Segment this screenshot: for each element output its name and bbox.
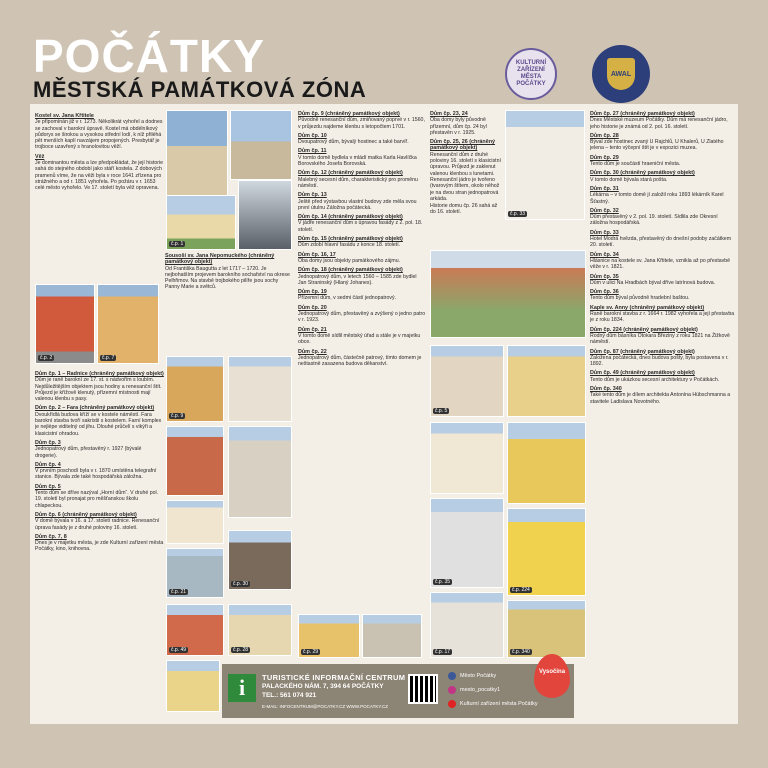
photo-cp33: č.p. 33 bbox=[505, 110, 585, 220]
photo-gate bbox=[238, 180, 292, 250]
youtube-link[interactable]: Kulturní zařízení města Počátky bbox=[448, 700, 538, 708]
column-1-bottom: Dům čp. 1 – Radnice (chráněný památkový objekt) Dům je raně barokní ze 17. st. s nádvořím s loubím. Nejdůležitějším objektem jsou hodiny a renesanční štít. Průjezd je křížově klenutý, přízemní místnosti mají valenou klenbu s pasy. Dům čp. 2 – Fara (chráněný památkový objekt) Dvoukřídlá budova kříží se v kostele náměstí. Fara barokní stavba tvoří sakristii s kostelem. Farní komplex je nejlépe viditelný od jihu. Dlouhé průčelí s vikýři a klasicistní ohradou. Dům čp. 3 Jednopatrový dům, přestavěný r. 1927 (bývalé drogerie). Dům čp. 4 V prvním poschodí byla v r. 1870 umístěna telegrafní stanice. Bývala zde také hospodářská záložna. Dům čp. 5 Tento dům se dříve nazýval „Horní dům“. V druhé pol. 19. století byl pronajat pro měšťanskou školu chlapeckou. Dům čp. 6 (chráněný památkový objekt) V domě bývala v 16. a 17. století radnice. Renesanční úprava fasády je z druhé poloviny 16. století. Dům čp. 7, 8 Dnes je v majetku města, je zde Kulturní zařízení města Počátky, kino, knihovna. bbox=[35, 371, 164, 553]
youtube-icon bbox=[448, 700, 456, 708]
page-subtitle: MĚSTSKÁ PAMÁTKOVÁ ZÓNA bbox=[33, 77, 367, 102]
coat-of-arms-logo: AWAL bbox=[592, 45, 650, 103]
footer-title: TURISTICKÉ INFORMAČNÍ CENTRUM bbox=[262, 673, 406, 682]
photo-church bbox=[166, 110, 228, 200]
photo-house-e bbox=[362, 614, 422, 658]
column-4: Dům čp. 27 (chráněný památkový objekt) Dnes Městské muzeum Počátky. Dům má renesanční jádro, jeho historie je známá od 2. pol. 16. století. Dům čp. 28 Býval zde hostinec zvaný U Rajchlů, U Khalerů, U Zlatého jelena – tento výčepní štít je v expozici muzea. Dům čp. 29 Tento dům je součástí hraeniční města. Dům čp. 30 (chráněný památkový objekt) V tomto domě bývala stará pošta. Dům čp. 31 Lékárna – v tomto domě jí založil roku 1893 lékárník Karel Šťastný. Dům čp. 32 Dům přestavěný v 2. pol. 19. století. Sídlila zde Okresní záložna hospodářská. Dům čp. 33 Hotel Modrá hvězda, přestavěný do dnešní podoby začátkem 20. století. Dům čp. 34 Hlásnice na kostele sv. Jana Křtitele, vznikla až po přestavbě věže v r. 1821. Dům čp. 35 Dům v ulici Na Hradbách býval dříve latrínová budova. Dům čp. 36 Tento dům býval původně hradební baštou. Kaple sv. Anny (chráněný památkový objekt) Raně barokní stavba z r. 1664 r. 1982 vyhořela a její přestavba je z roku 1834. Dům čp. 224 (chráněný památkový objekt) Rodný dům básníka Otokara Březiny z roku 1821 na Žižkově náměstí. Dům čp. 87 (chráněný památkový objekt) Založena počátecká, dnes budova pošty, byla postavena v r. 1892. Dům čp. 49 (chráněný památkový objekt) Tento dům je ukázkou secesní architektury v Počátkách. Dům čp. 340 Také tento dům je dílem architekta Antonína Hübschmanna a stavitele Ladislava Novotného. bbox=[590, 111, 735, 405]
photo-house-g bbox=[507, 345, 586, 417]
photo-house-b bbox=[166, 426, 224, 496]
facebook-link[interactable]: Město Počátky bbox=[448, 672, 496, 680]
photo-cp1: č.p. 1 bbox=[166, 195, 236, 250]
photo-cp5: č.p. 5 bbox=[430, 345, 504, 417]
photo-house-c bbox=[228, 426, 292, 518]
photo-house-h bbox=[430, 422, 504, 494]
photo-cp35: č.p. 35 bbox=[430, 498, 504, 588]
footer-address: PALACKÉHO NÁM. 7, 394 64 POČÁTKY bbox=[262, 683, 384, 690]
photo-cp30: č.p. 30 bbox=[228, 530, 292, 590]
instagram-link[interactable]: mesto_pocatky1 bbox=[448, 686, 500, 694]
photo-house-f bbox=[166, 660, 220, 712]
photo-church-2 bbox=[230, 110, 292, 180]
qr-code[interactable] bbox=[408, 674, 438, 704]
photo-house-i bbox=[507, 422, 586, 504]
footer-phone: TEL.: 561 074 921 bbox=[262, 692, 317, 699]
culture-logo: KULTURNÍ ZAŘÍZENÍ MĚSTA POČÁTKY bbox=[505, 48, 557, 100]
tourist-info-footer bbox=[222, 664, 574, 718]
photo-house-d bbox=[166, 500, 224, 544]
photo-cp2: č.p. 2 bbox=[35, 284, 95, 364]
page-title: POČÁTKY bbox=[33, 30, 265, 82]
instagram-icon bbox=[448, 686, 456, 694]
photo-cp28: č.p. 28 bbox=[228, 604, 292, 656]
column-2-left: Sousoší sv. Jana Nepomuckého (chráněný památkový objekt) Od Františka Baugutta z let 1717 – 1720. Je nejbohatším projevem barokního sochařství na okrese Pelhřimov. Na stavbě trojbokého pilíře jsou sochy Panny Marie a světců. bbox=[165, 253, 290, 291]
column-3: Dům čp. 23, 24 Oba domy byly původně přízemní, dům čp. 24 byl přestavěn v r. 1925. Dům čp. 25, 26 (chráněný památkový objekt) Renesanční dům z druhé poloviny 16. století s klasicistní úpravou. Průjezd je zaklenut valenou klenbou s lunetami. Renesanční jádro je tvořeno (tvarovým štítem, okolo něhož je na dvou stran jednopatrová arkáda. Historie domu čp. 26 sahá až do 16. století. bbox=[430, 111, 501, 216]
photo-cp21: č.p. 21 bbox=[166, 548, 224, 598]
photo-house-a bbox=[228, 356, 292, 422]
photo-town-aerial bbox=[430, 250, 586, 338]
footer-email: E-MAIL: INFOCENTRUM@POCATKY.CZ WWW.POCATKY.CZ bbox=[262, 704, 388, 709]
photo-cp17: č.p. 17 bbox=[430, 592, 504, 658]
photo-cp7: č.p. 7 bbox=[97, 284, 159, 364]
vysocina-pin-logo: Vysočina bbox=[534, 654, 570, 698]
photo-cp29: č.p. 29 bbox=[298, 614, 360, 658]
photo-cp49: č.p. 49 bbox=[166, 604, 224, 656]
info-icon: i bbox=[228, 674, 256, 702]
photo-cp9: č.p. 9 bbox=[166, 356, 224, 422]
facebook-icon bbox=[448, 672, 456, 680]
photo-cp224: č.p. 224 bbox=[507, 508, 586, 596]
column-2: Dům čp. 9 (chráněný památkový objekt) Původně renesanční dům, zmiňovaný poprvé v r. 1560, v průjezdu najdeme klenbu s letopočtem 1701. Dům čp. 10 Dvoupatrový dům, bývalý hostinec a také barvíř. Dům čp. 11 V tomto domě bydlela v mládí matka Karla Havlíčka Borovského Josefa Borovská. Dům čp. 12 (chráněný památkový objekt) Malebný secesní dům, charakteristický pro proměnu náměstí. Dům čp. 13 Ještě před výstavbou vlastní budovy zde měla svou první útulnu Záložna počátecká. Dům čp. 14 (chráněný památkový objekt) V jádře renesanční dům s úpravou fasády z 2. pol. 18. století. Dům čp. 15 (chráněný památkový objekt) Dům zdobí hlavní fasádu z konce 18. století. Dům čp. 16, 17 Oba domy jsou objekty památkového zájmu. Dům čp. 18 (chráněný památkový objekt) Jednopatrový dům, v letech 1560 – 1585 zde bydlel Jan Straninský (Hlaný Johanes). Dům čp. 19 Přízemní dům, v sedmi částí jednopatrový. Dům čp. 20 Jednopatrový dům, přestavěný a zvýšený o jedno patro v r. 1923. Dům čp. 21 V tomto domě sídlil městský úřad a stále je v majetku obce. Dům čp. 22 Jednopatrový dům, částečně patrový, tímto domem je neštastně zasazena budova děkanství. bbox=[298, 111, 426, 368]
photo-cp340: č.p. 340 bbox=[507, 600, 586, 658]
column-1-top: Kostel sv. Jana Křtitele Je připomínán již v r. 1273. Několikrát vyhořel a dodnes se zachoval v barokní úpravě. Kostel má obdélníkový půdorys se širokou a vysokou střední lodí, k níž přiléhá pět menších kaplí navzájem propojených. Presbytář je trojboce uzavřený s hranolovitou věží. Věž Je dominantou města a lze předpokládat, že její historie sahá do stejného období jako stáří kostela. Z dobových pramenů víme, že na věži byla v roce 1641 zřízena pro strážného a od r. 1851 vyhořela. Po požáru v r. 1653 celé město vyhořelo. Ve 17. století byla věž opravena. bbox=[35, 113, 164, 192]
